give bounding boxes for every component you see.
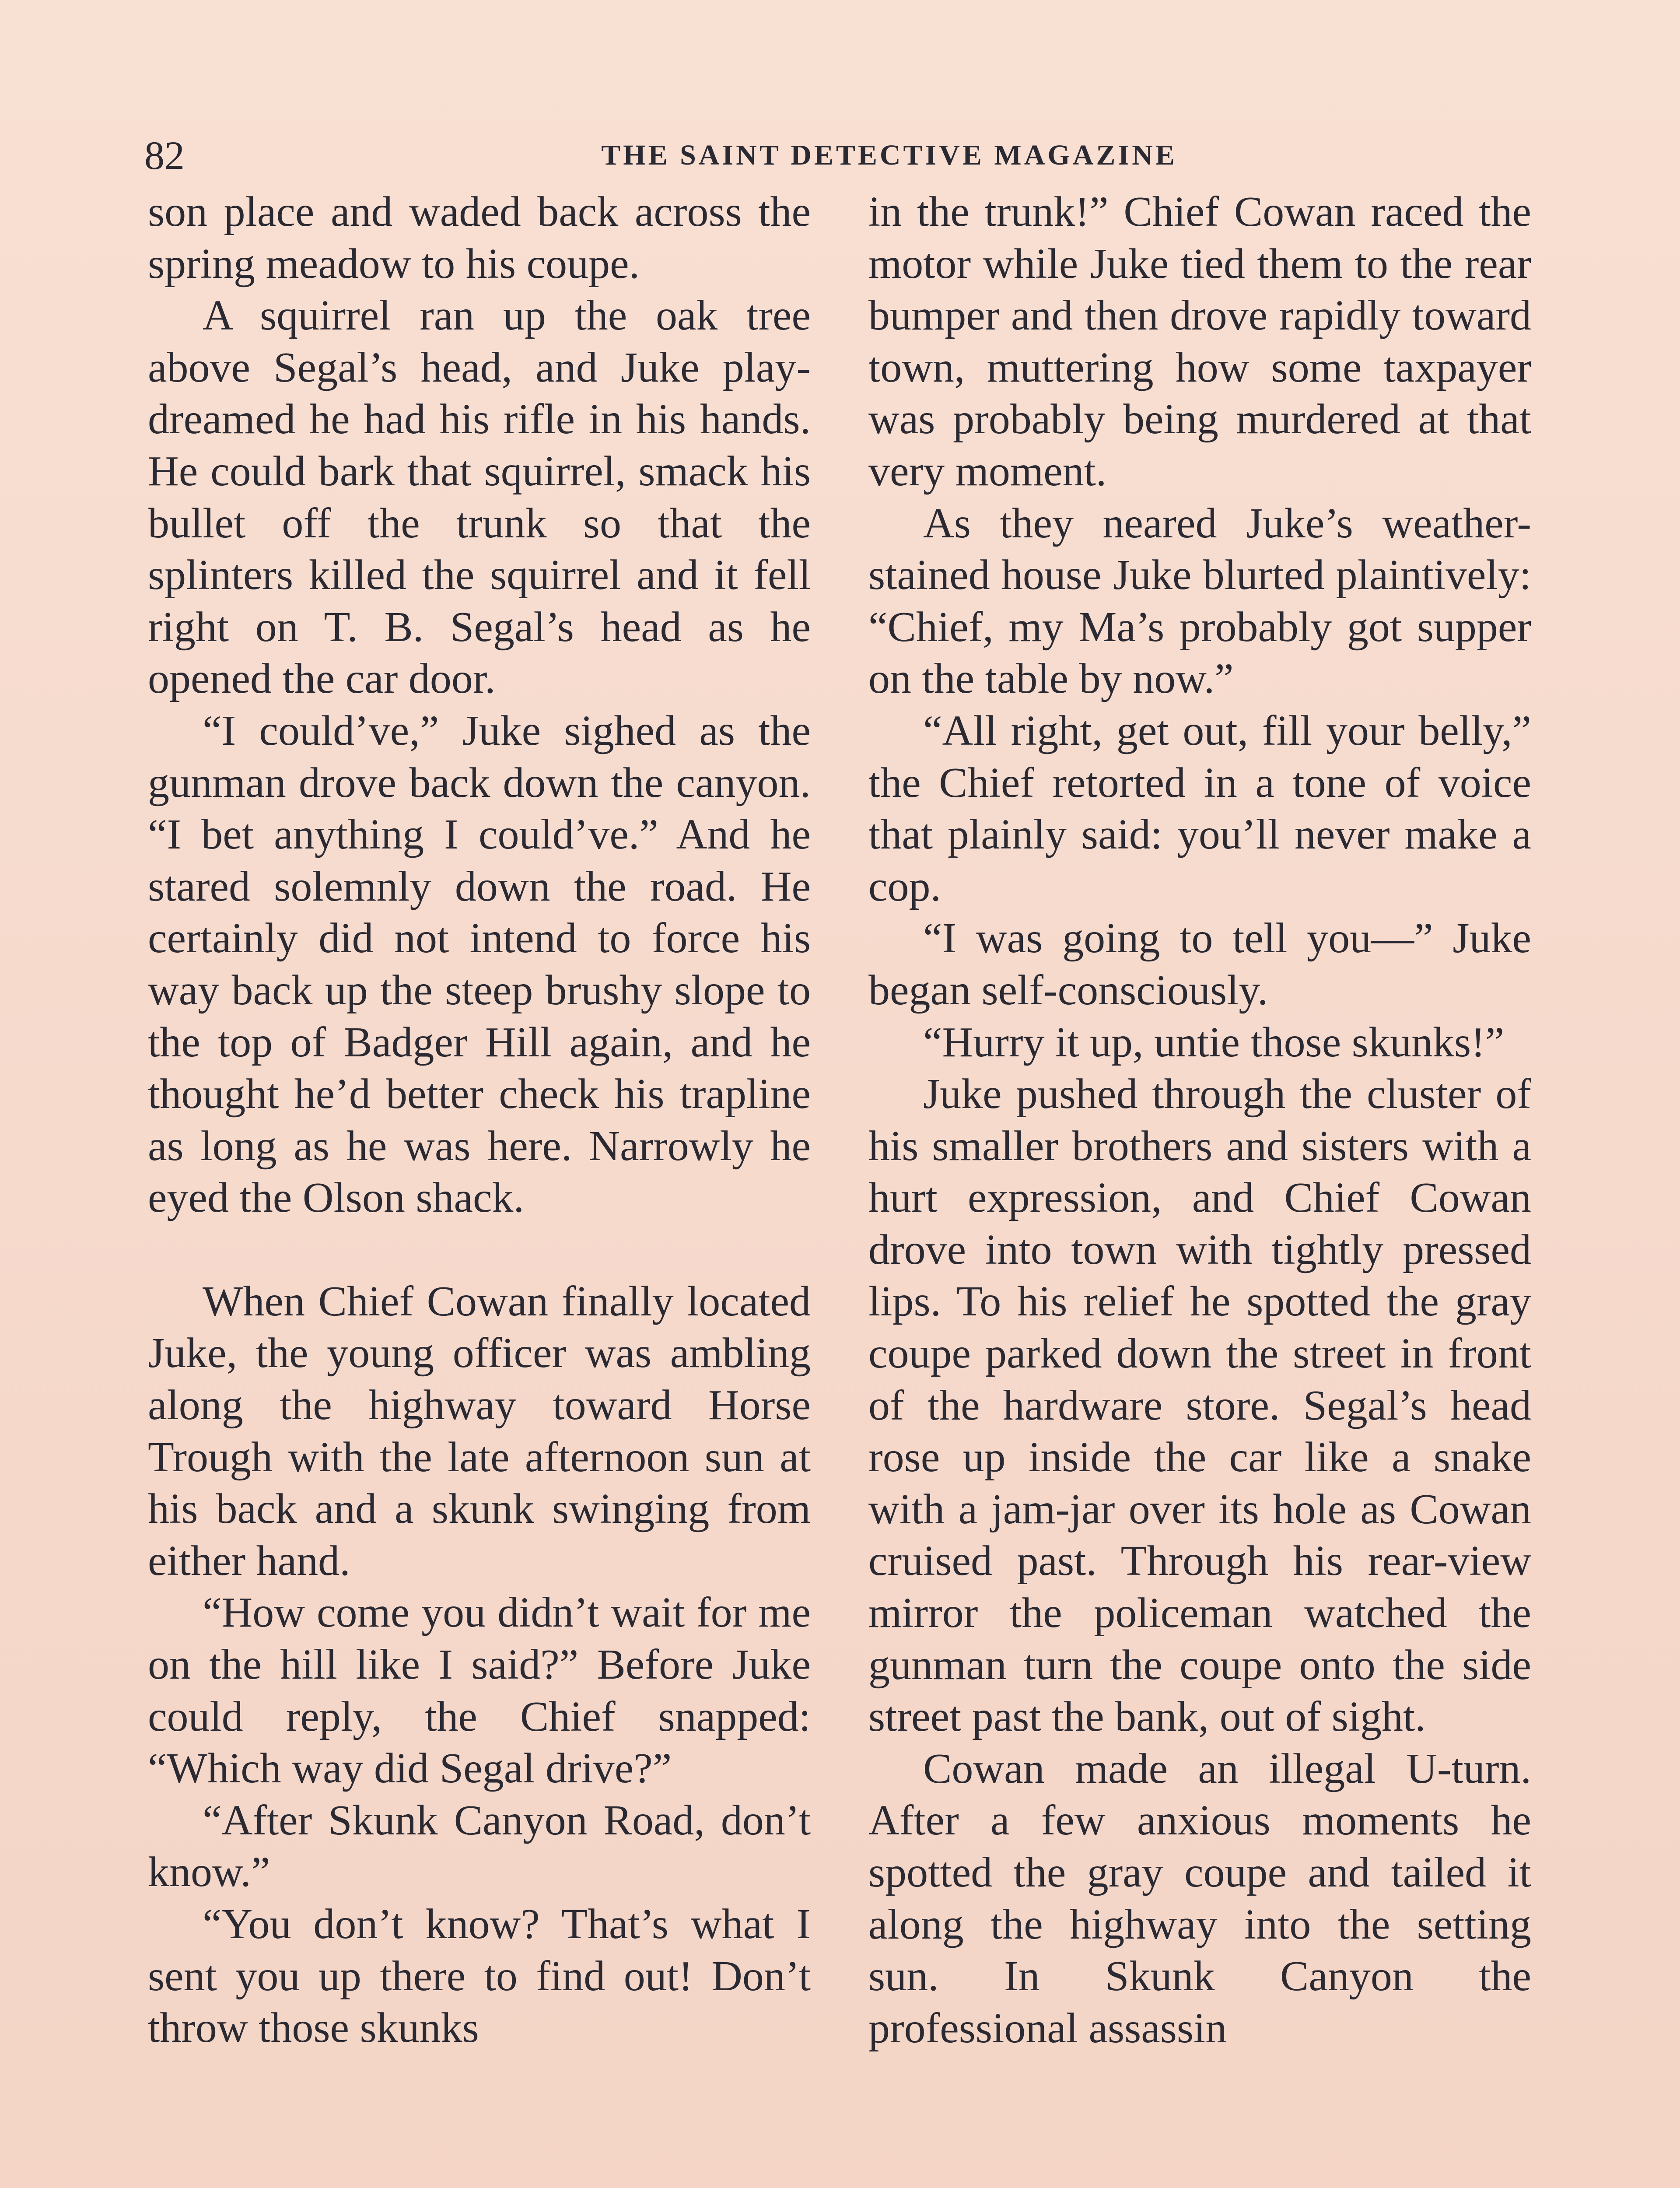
paragraph: As they neared Juke’s weather-stained house Juke blurted plaintively: “Chief, my Ma’s probably got supper on the table by now.” (868, 499, 1531, 703)
paragraph: A squirrel ran up the oak tree above Segal’s head, and Juke play-dreamed he had his rifle in his hands. He could bark that squirrel, smack his bullet off the trunk so that the splinters killed the squirrel and it fell right on T. B. Segal’s head as he opened the car door. (148, 292, 811, 703)
paragraph: “How come you didn’t wait for me on the hill like I said?” Before Juke could reply, the Chief snapped: “Which way did Segal drive?” (148, 1589, 811, 1792)
paragraph: “Hurry it up, untie those skunks!” (923, 1018, 1505, 1066)
paragraph: “All right, get out, fill your belly,” the Chief retorted in a tone of voice that plainly said: you’ll never make a cop. (868, 707, 1531, 910)
paragraph: Juke pushed through the cluster of his smaller brothers and sisters with a hurt expression, and Chief Cowan drove into town with tightly pressed lips. To his relief he spotted the gray coupe parked down the street in front of the hardware store. Segal’s head rose up inside the car like a snake with a jam-jar over its hole as Cowan cruised past. Through his rear-view mirror the policeman watched the gunman turn the coupe onto the side street past the bank, out of sight. (868, 1070, 1531, 1741)
paragraph: Cowan made an illegal U-turn. After a few anxious moments he spotted the gray coupe and tailed it along the highway into the setting sun. In Skunk Canyon the professional assassin (868, 1745, 1531, 2052)
page-header (144, 131, 1533, 179)
paragraph: When Chief Cowan finally located Juke, the young officer was ambling along the highway toward Horse Trough with the late afternoon sun at his back and a skunk swinging from either hand. (148, 1277, 811, 1585)
page-number: 82 (144, 133, 185, 178)
paragraph: “I was going to tell you—” Juke began self-consciously. (868, 915, 1531, 1014)
paragraph: “I could’ve,” Juke sighed as the gunman drove back down the canyon. “I bet anything I could’ve.” And he stared solemnly down the road. He certainly did not intend to force his way back up the steep brushy slope to the top of Badger Hill again, and he thought he’d better check his trapline as long as he was here. Narrowly he eyed the Olson shack. (148, 707, 811, 1222)
right-column (868, 186, 1531, 2054)
running-head: THE SAINT DETECTIVE MAGAZINE (601, 139, 1177, 171)
paragraph: “You don’t know? That’s what I sent you up there to find out! Don’t throw those skunks (148, 1900, 811, 2052)
left-column (148, 186, 811, 2054)
paragraph: son place and waded back across the spring meadow to his coupe. (148, 188, 811, 288)
paragraph: in the trunk!” Chief Cowan raced the motor while Juke tied them to the rear bumper and then drove rapidly toward town, muttering how some taxpayer was probably being murdered at that very moment. (868, 188, 1531, 495)
paragraph: “After Skunk Canyon Road, don’t know.” (148, 1796, 811, 1896)
